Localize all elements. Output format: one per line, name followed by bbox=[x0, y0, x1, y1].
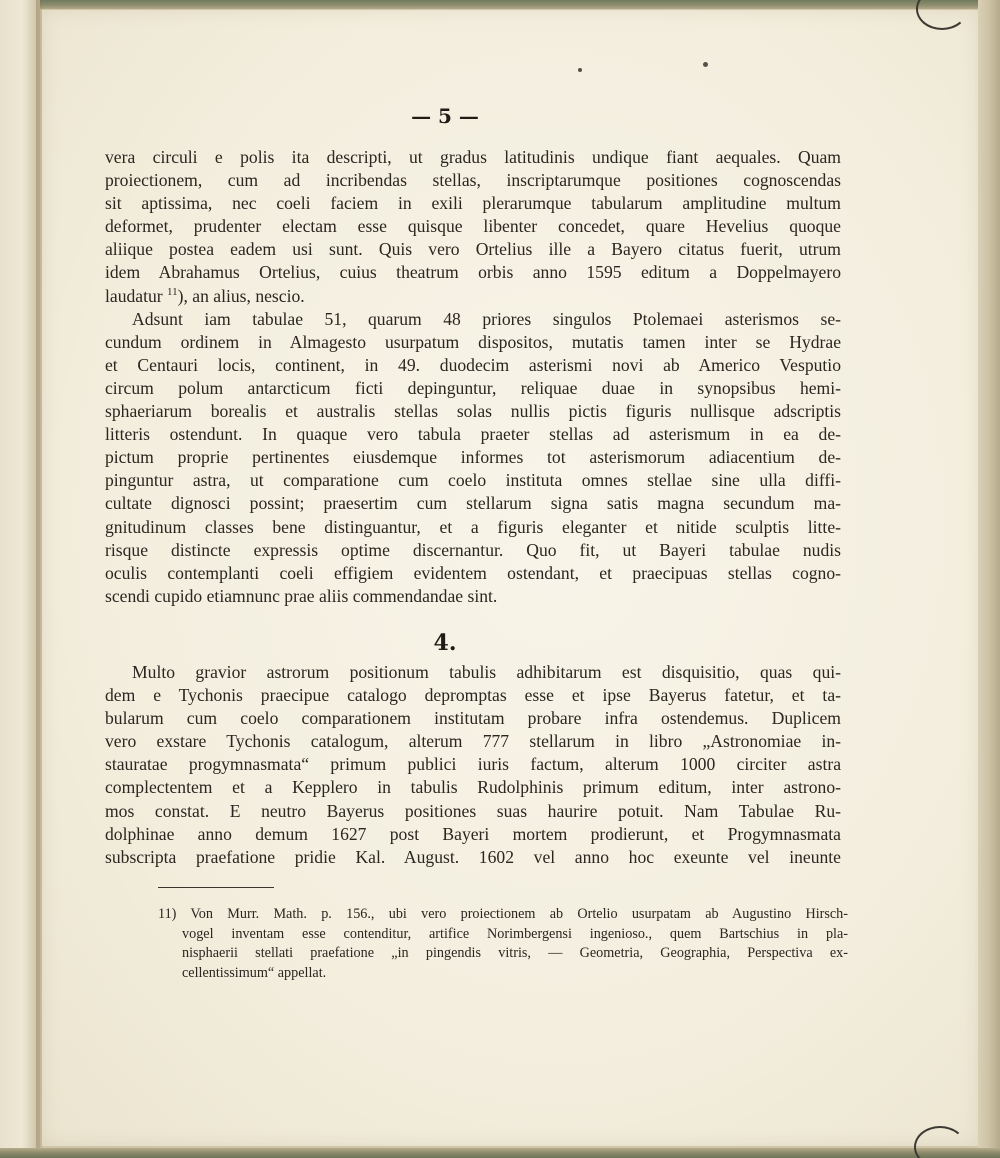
footnote-divider bbox=[158, 887, 274, 888]
page-corner-curl-bottom bbox=[914, 1126, 966, 1158]
text-fragment: ), an alius, nescio. bbox=[177, 285, 305, 306]
text-line: sphaeriarum borealis et australis stellas solas nullis pictis figuris nullisque adscriptis bbox=[105, 401, 841, 422]
text-line: dem e Tychonis praecipue catalogo depromptas esse et ipse Bayerus fatetur, et ta- bbox=[105, 685, 841, 706]
text-line: aliique postea eadem usi sunt. Quis vero Ortelius ille a Bayero citatus fuerit, utrum bbox=[105, 239, 841, 260]
body-text-top bbox=[105, 146, 841, 608]
text-line bbox=[105, 661, 841, 684]
paper-speck bbox=[703, 62, 708, 67]
text-line: litteris ostendunt. In quaque vero tabula praeter stellas ad asterismum in ea de- bbox=[105, 424, 841, 445]
text-fragment: Adsunt iam tabulae 51, quarum 48 priores singulos Ptolemaei asterismos se- bbox=[132, 308, 841, 329]
footnote-line: 11) Von Murr. Math. p. 156., ubi vero proiectionem ab Ortelio usurpatam ab Augustino Hirsch- bbox=[158, 906, 848, 922]
text-line: idem Abrahamus Ortelius, cuius theatrum orbis anno 1595 editum a Doppelmayero bbox=[105, 262, 841, 283]
text-line: et Centauri locis, continent, in 49. duodecim asterismi novi ab Americo Vesputio bbox=[105, 354, 841, 375]
text-line: complectentem et a Kepplero in tabulis Rudolphinis primum editum, inter astrono- bbox=[105, 777, 841, 798]
text-line: cultate dignosci possint; praesertim cum stellarum signa satis magna secundum ma- bbox=[105, 493, 841, 514]
text-line: risque distincte expressis optime discernantur. Quo fit, ut Bayeri tabulae nudis bbox=[105, 539, 841, 560]
text-line: dolphinae anno demum 1627 post Bayeri mortem prodierunt, et Progymnasmata bbox=[105, 823, 841, 844]
body-text-section-4 bbox=[105, 661, 841, 869]
book-bottom-edge bbox=[0, 1148, 1000, 1158]
paper-speck bbox=[578, 68, 582, 72]
text-line: vera circuli e polis ita descripti, ut gradus latitudinis undique fiant aequales. Quam bbox=[105, 147, 841, 167]
footnote-reference: 11 bbox=[167, 285, 178, 298]
section-number: 4. bbox=[433, 630, 457, 656]
text-line: deformet, prudenter electam esse quisque libenter concedet, quare Hevelius quoque bbox=[105, 216, 841, 237]
page-corner-curl-top bbox=[916, 0, 968, 30]
text-line: cundum ordinem in Almagesto usurpatum dispositos, mutatis tamen inter se Hydrae bbox=[105, 331, 841, 352]
text-line: circum polum antarcticum ficti depinguntur, reliquae duae in synopsibus hemi- bbox=[105, 377, 841, 398]
text-line: pictum proprie pertinentes eiusdemque informes tot asterismorum adiacentium de- bbox=[105, 447, 841, 468]
text-line: mos constat. E neutro Bayerus positiones suas haurire potuit. Nam Tabulae Ru- bbox=[105, 800, 841, 821]
book-right-edge bbox=[978, 0, 1000, 1158]
book-top-edge bbox=[0, 0, 1000, 9]
text-line: stauratae progymnasmata“ primum publici iuris factum, alterum 1000 circiter astra bbox=[105, 754, 841, 775]
footnote-line: vogel inventam esse contenditur, artifice Norimbergensi ingenioso., quem Bartschius in pla- bbox=[182, 925, 848, 942]
text-line: sit aptissima, nec coeli faciem in exili plerarumque tabularum amplitudine multum bbox=[105, 193, 841, 214]
footnote-line: cellentissimum“ appellat. bbox=[182, 964, 327, 981]
text-line: scendi cupido etiamnunc prae aliis commendandae sint. bbox=[105, 585, 498, 606]
text-line: pinguntur astra, ut comparatione cum coelo instituta omnes stellae sine ulla diffi- bbox=[105, 470, 841, 491]
footnote-line: nisphaerii stellati praefatione „in pingendis vitris, — Geometria, Geographia, Perspectiva ex- bbox=[182, 945, 848, 961]
text-line: subscripta praefatione pridie Kal. August. 1602 vel anno hoc exeunte vel ineunte bbox=[105, 846, 841, 867]
text-fragment: Multo gravior astrorum positionum tabulis adhibitarum est disquisitio, quas qui- bbox=[132, 662, 841, 682]
text-fragment: laudatur bbox=[105, 285, 168, 306]
footnote bbox=[158, 905, 848, 983]
text-line: gnitudinum classes bene distinguantur, et a figuris eleganter et nitide sculptis litte- bbox=[105, 516, 841, 537]
text-line: bularum cum coelo comparationem institutam probare infra ostendemus. Duplicem bbox=[105, 708, 841, 729]
text-line: proiectionem, cum ad incribendas stellas, inscriptarumque positiones cognoscendas bbox=[105, 170, 841, 191]
page-number: — 5 — bbox=[411, 104, 479, 128]
text-line bbox=[105, 308, 841, 331]
text-line: oculis contemplanti coeli effigiem evidentem ostendant, et praecipuas stellas cogno- bbox=[105, 562, 841, 583]
text-line bbox=[105, 285, 841, 308]
text-line: vero exstare Tychonis catalogum, alterum 777 stellarum in libro „Astronomiae in- bbox=[105, 731, 841, 752]
book-left-edge bbox=[0, 0, 40, 1158]
